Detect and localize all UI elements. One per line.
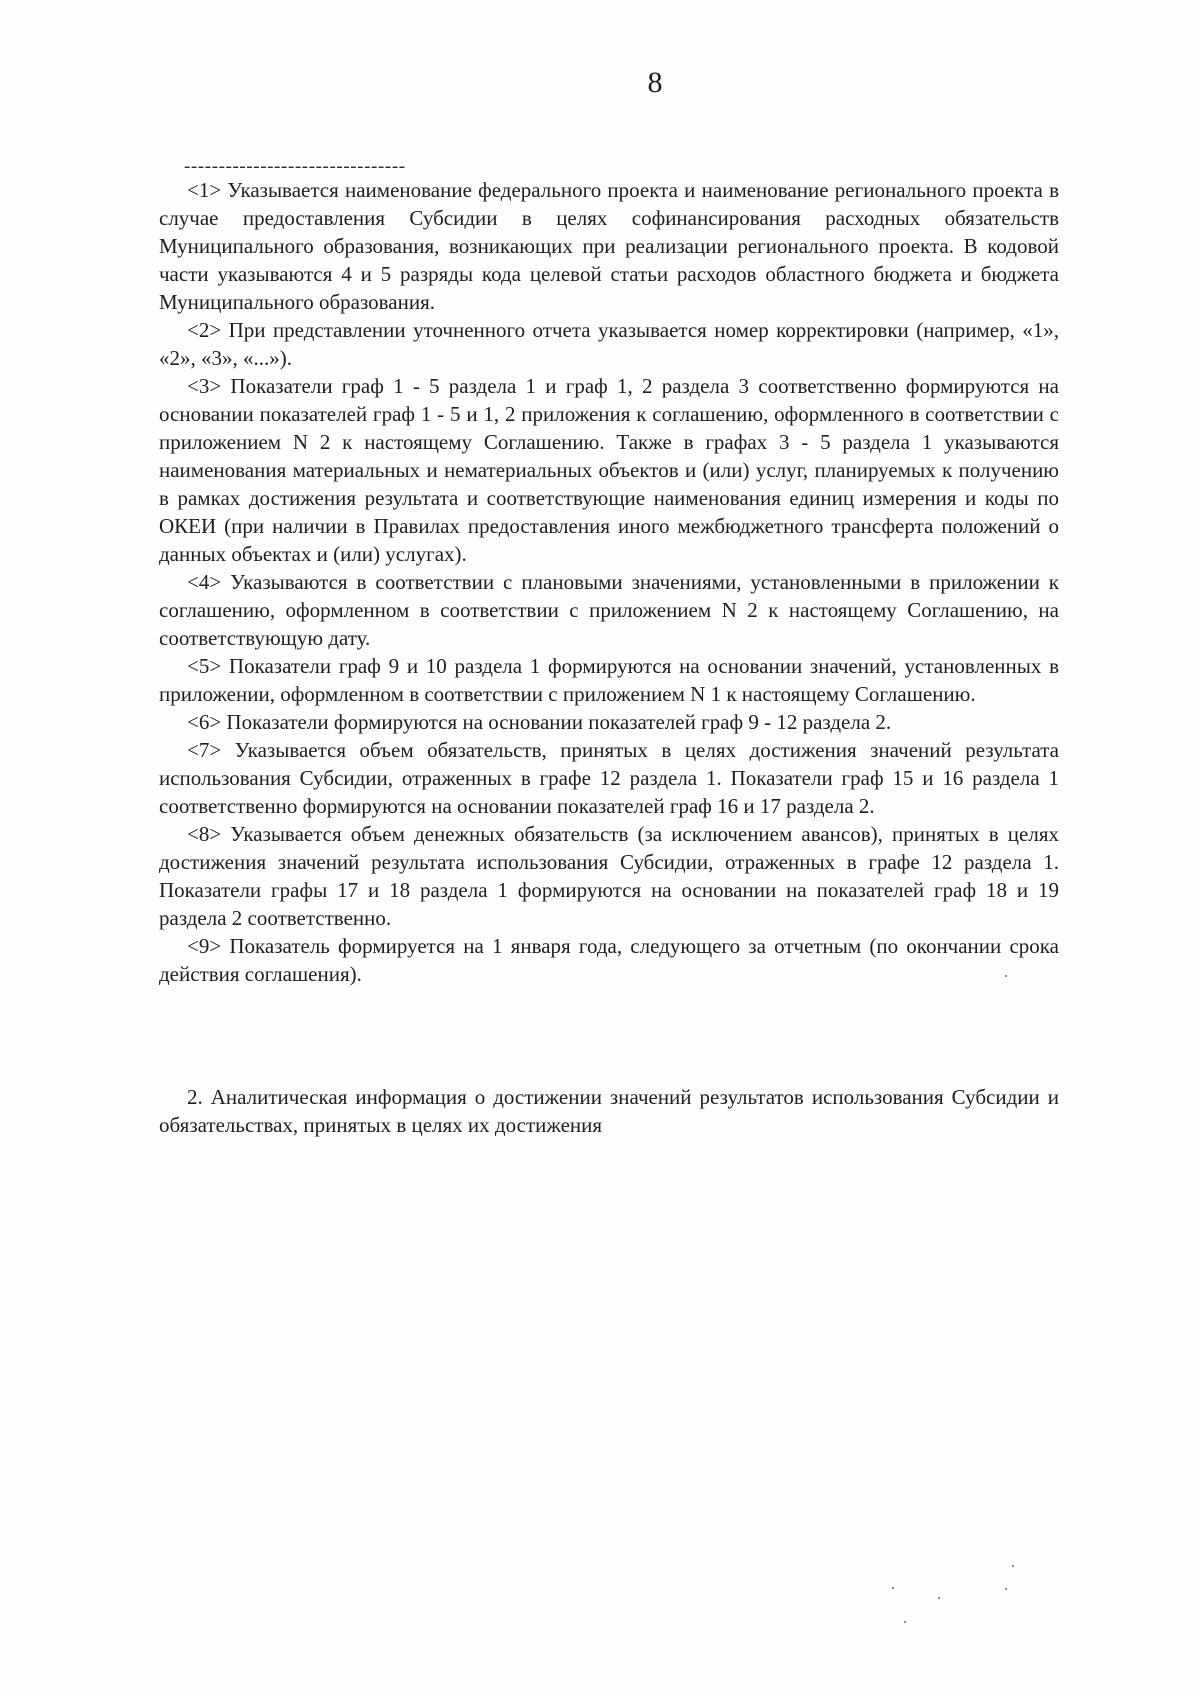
scan-speck — [1005, 975, 1007, 977]
scan-speck — [1005, 1588, 1007, 1590]
scan-speck — [938, 1597, 940, 1599]
scan-speck — [892, 1587, 894, 1589]
scan-speck — [904, 1621, 906, 1623]
footnote-separator: -------------------------------- — [184, 156, 406, 177]
footnote-2: <2> При представлении уточненного отчета указывается номер корректировки (например, «1», «2», «3», «...»). — [159, 318, 1059, 370]
footnote-4: <4> Указываются в соответствии с плановыми значениями, установленными в приложении к соглашению, оформленном в соответствии с приложением N 2 к настоящему Соглашению, на соответствующую дату. — [159, 570, 1059, 650]
footnote-5: <5> Показатели граф 9 и 10 раздела 1 формируются на основании значений, установленных в приложении, оформленном в соответствии с приложением N 1 к настоящему Соглашению. — [159, 654, 1059, 706]
page-number: 8 — [647, 66, 663, 99]
section-heading-text: 2. Аналитическая информация о достижении значений результатов использования Субсидии и обязательствах, принятых в целях их достижения — [159, 1085, 1059, 1137]
footnote-7: <7> Указывается объем обязательств, принятых в целях достижения значений результата использования Субсидии, отраженных в графе 12 раздела 1. Показатели граф 15 и 16 раздела 1 соответственно формируются на основании показателей граф 16 и 17 раздела 2. — [159, 738, 1059, 818]
section-heading — [159, 1083, 1059, 1139]
footnote-8: <8> Указывается объем денежных обязательств (за исключением авансов), принятых в целях достижения значений результата использования Субсидии, отраженных в графе 12 раздела 1. Показатели графы 17 и 18 раздела 1 формируются на основании на показателей граф 18 и 19 раздела 2 соответственно. — [159, 822, 1059, 930]
footnotes-block — [159, 176, 1059, 988]
footnote-9: <9> Показатель формируется на 1 января года, следующего за отчетным (по окончании срока действия соглашения). — [159, 934, 1059, 986]
footnote-3: <3> Показатели граф 1 - 5 раздела 1 и граф 1, 2 раздела 3 соответственно формируются на основании показателей граф 1 - 5 и 1, 2 приложения к соглашению, оформленного в соответствии с приложением N 2 к настоящему Соглашению. Также в графах 3 - 5 раздела 1 указываются наименования материальных и нематериальных объектов и (или) услуг, планируемых к получению в рамках достижения результата и соответствующие наименования единиц измерения и коды по ОКЕИ (при наличии в Правилах предоставления иного межбюджетного трансферта положений о данных объектах и (или) услугах). — [159, 374, 1059, 566]
footnote-1: <1> Указывается наименование федерального проекта и наименование регионального проекта в случае предоставления Субсидии в целях софинансирования расходных обязательств Муниципального образования, возникающих при реализации регионального проекта. В кодовой части указываются 4 и 5 разряды кода целевой статьи расходов областного бюджета и бюджета Муниципального образования. — [159, 178, 1059, 314]
footnote-6: <6> Показатели формируются на основании показателей граф 9 - 12 раздела 2. — [187, 710, 892, 734]
scan-speck — [1012, 1565, 1014, 1567]
